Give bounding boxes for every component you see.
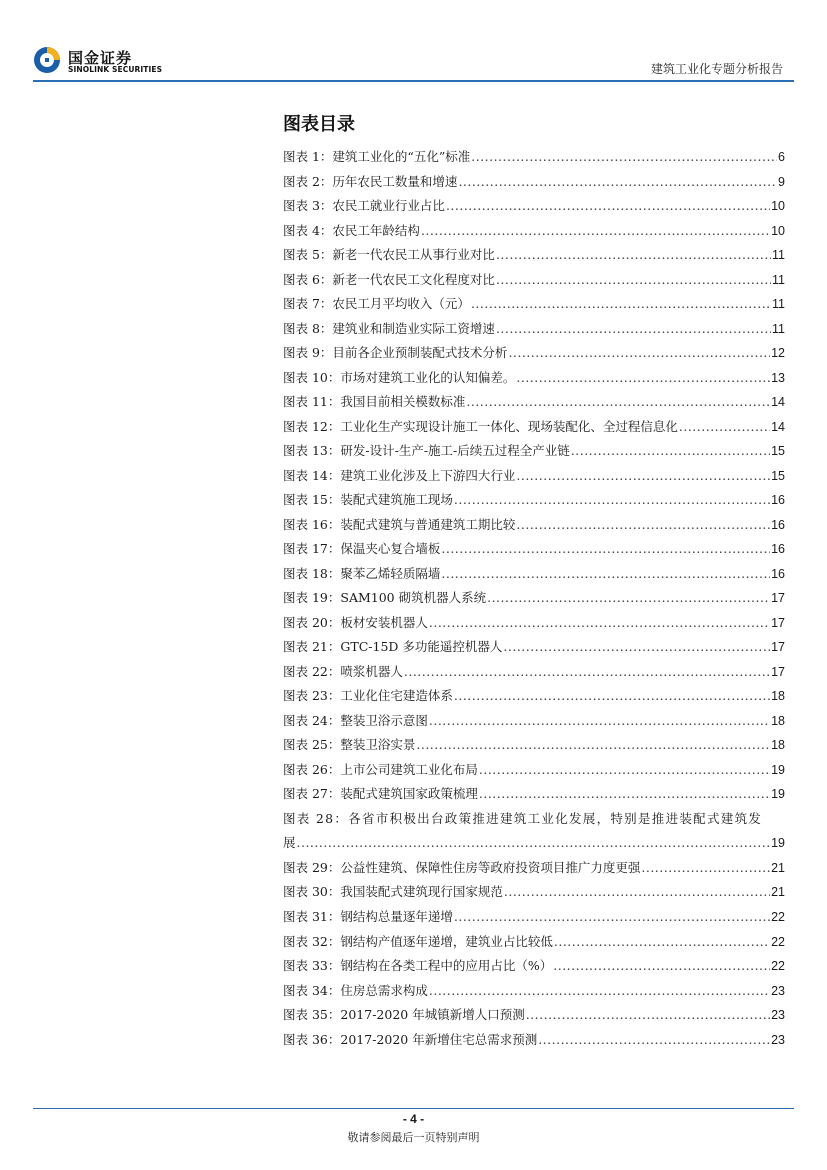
toc-item[interactable] [283, 856, 785, 881]
toc-item-page: 14 [771, 395, 785, 410]
toc-item-page: 18 [771, 689, 785, 704]
toc-item-label: 图表 29：公益性建筑、保障性住房等政府投资项目推广力度更强 [283, 859, 641, 875]
toc-item[interactable] [283, 979, 785, 1004]
toc-item[interactable] [283, 930, 785, 955]
toc-leader-dots [441, 537, 770, 562]
toc-leader-dots [679, 415, 770, 440]
company-logo [33, 46, 183, 78]
toc-leader-dots [516, 366, 770, 391]
toc-item-label: 图表 31：钢结构总量逐年递增 [283, 908, 453, 924]
toc-leader-dots [504, 880, 770, 905]
toc-item-label: 图表 11：我国目前相关模数标准 [283, 394, 466, 410]
toc-item-label: 图表 14：建筑工业化涉及上下游四大行业 [283, 467, 516, 483]
toc-item[interactable] [283, 243, 785, 268]
toc-item-label: 图表 18：聚苯乙烯轻质隔墙 [283, 565, 441, 581]
toc-item-label: 图表 8：建筑业和制造业实际工资增速 [283, 320, 495, 336]
toc-item-page: 14 [771, 419, 785, 434]
toc-item-label: 图表 32：钢结构产值逐年递增，建筑业占比较低 [283, 933, 553, 949]
toc-list [283, 145, 785, 1052]
toc-item-label-line1: 图表 28：各省市积极出台政策推进建筑工业化发展，特别是推进装配式建筑发 [283, 810, 763, 826]
toc-leader-dots [571, 439, 770, 464]
toc-item[interactable] [283, 684, 785, 709]
toc-item[interactable] [283, 170, 785, 195]
toc-item-label: 图表 21：GTC-15D 多功能遥控机器人 [283, 639, 503, 655]
toc-item[interactable] [283, 219, 785, 244]
toc-item[interactable] [283, 366, 785, 391]
toc-item-page: 16 [771, 566, 785, 581]
toc-item[interactable] [283, 513, 785, 538]
toc-item[interactable] [283, 782, 785, 807]
toc-item[interactable] [283, 341, 785, 366]
toc-leader-dots [553, 954, 770, 979]
toc-item[interactable] [283, 537, 785, 562]
toc-item-page: 10 [771, 199, 785, 214]
toc-item-label: 图表 7：农民工月平均收入（元） [283, 296, 470, 312]
toc-item[interactable] [283, 390, 785, 415]
toc-item-label: 图表 13：研发-设计-生产-施工-后续五过程全产业链 [283, 443, 570, 459]
toc-item-page: 22 [771, 934, 785, 949]
toc-item-wrapped[interactable] [283, 807, 785, 856]
toc-item-label: 图表 2：历年农民工数量和增速 [283, 173, 458, 189]
toc-leader-dots [487, 586, 770, 611]
toc-item-page: 23 [771, 1008, 785, 1023]
sinolink-logo-icon [33, 46, 61, 74]
toc-item-page: 11 [772, 297, 785, 312]
toc-item-page: 19 [771, 762, 785, 777]
toc-item-page: 6 [778, 150, 785, 164]
toc-item[interactable] [283, 488, 785, 513]
toc-item-page: 15 [771, 444, 785, 459]
toc-item[interactable] [283, 733, 785, 758]
toc-item-page: 11 [772, 272, 785, 287]
toc-item-page: 18 [771, 738, 785, 753]
toc-item-page: 22 [771, 959, 785, 974]
toc-leader-dots [441, 562, 770, 587]
toc-leader-dots [429, 709, 770, 734]
toc-leader-dots [404, 660, 770, 685]
toc-item-page: 9 [778, 174, 785, 189]
toc-leader-dots [516, 464, 770, 489]
toc-item-page: 21 [771, 885, 785, 900]
toc-item-page: 15 [771, 468, 785, 483]
toc-item[interactable] [283, 317, 785, 342]
toc-leader-dots [297, 831, 771, 856]
toc-item-page: 10 [771, 223, 785, 238]
toc-item-label: 图表 17：保温夹心复合墙板 [283, 541, 441, 557]
toc-item-label: 图表 4：农民工年龄结构 [283, 222, 420, 238]
toc-item-page: 19 [771, 787, 785, 802]
toc-leader-dots [496, 243, 771, 268]
toc-item-label: 图表 1：建筑工业化的“五化”标准 [283, 149, 471, 164]
toc-item[interactable] [283, 1003, 785, 1028]
toc-item[interactable] [283, 145, 785, 170]
footer-disclaimer: 敬请参阅最后一页特别声明 [347, 1131, 480, 1144]
toc-item[interactable] [283, 415, 785, 440]
toc-item[interactable] [283, 464, 785, 489]
toc-leader-dots [526, 1003, 770, 1028]
toc-leader-dots [538, 1028, 770, 1053]
toc-item-label: 图表 19：SAM100 砌筑机器人系统 [283, 590, 487, 606]
toc-leader-dots [429, 611, 770, 636]
toc-leader-dots [516, 513, 770, 538]
brand-name-en: SINOLINK SECURITIES [68, 65, 163, 74]
brand-name-cn: 国金证券 [68, 49, 133, 67]
page-number: - 4 - [402, 1112, 425, 1126]
toc-item[interactable] [283, 1028, 785, 1053]
toc-item-label: 图表 33：钢结构在各类工程中的应用占比（%） [283, 958, 553, 974]
toc-item[interactable] [283, 611, 785, 636]
toc-leader-dots [466, 390, 770, 415]
toc-item[interactable] [283, 586, 785, 611]
toc-item-label: 图表 23：工业化住宅建造体系 [283, 688, 453, 704]
toc-leader-dots [454, 684, 770, 709]
toc-item-label: 图表 12：工业化生产实现设计施工一体化、现场装配化、全过程信息化 [283, 418, 678, 434]
toc-item[interactable] [283, 709, 785, 734]
toc-leader-dots [446, 194, 770, 219]
toc-leader-dots [496, 317, 771, 342]
toc-item-label: 图表 15：装配式建筑施工现场 [283, 492, 453, 508]
toc-item-page: 16 [771, 493, 785, 508]
toc-item[interactable] [283, 954, 785, 979]
toc-item-label: 图表 3：农民工就业行业占比 [283, 198, 445, 214]
toc-item-page: 16 [771, 517, 785, 532]
footer-divider [33, 1108, 794, 1109]
toc-item[interactable] [283, 905, 785, 930]
toc-item-page: 17 [771, 664, 785, 679]
toc-item[interactable] [283, 758, 785, 783]
toc-item-page: 13 [771, 370, 785, 385]
report-title: 建筑工业化专题分析报告 [650, 62, 783, 76]
toc-item-label: 图表 6：新老一代农民工文化程度对比 [283, 271, 495, 287]
toc-item-page: 11 [772, 248, 785, 263]
toc-item-label: 图表 27：装配式建筑国家政策梳理 [283, 786, 478, 802]
toc-item-label: 图表 10：市场对建筑工业化的认知偏差。 [283, 369, 516, 385]
toc-item-label: 图表 30：我国装配式建筑现行国家规范 [283, 884, 503, 900]
toc-item-label-line2: 展 [283, 835, 296, 851]
toc-item-page: 17 [771, 591, 785, 606]
toc-item[interactable] [283, 635, 785, 660]
toc-leader-dots [471, 292, 771, 317]
toc-item-page: 16 [771, 542, 785, 557]
toc-leader-dots [429, 979, 770, 1004]
toc-item-label: 图表 20：板材安装机器人 [283, 614, 428, 630]
toc-item-page: 23 [771, 1032, 785, 1047]
toc-item-label: 图表 22：喷浆机器人 [283, 663, 403, 679]
toc-item-page: 17 [771, 640, 785, 655]
toc-item[interactable] [283, 562, 785, 587]
toc-leader-dots [471, 145, 777, 170]
toc-item-page: 17 [771, 615, 785, 630]
toc-item[interactable] [283, 439, 785, 464]
toc-item-page: 22 [771, 909, 785, 924]
toc-leader-dots [641, 856, 770, 881]
toc-item-label: 图表 24：整装卫浴示意图 [283, 712, 428, 728]
toc-leader-dots [479, 782, 770, 807]
toc-leader-dots [503, 635, 770, 660]
toc-leader-dots [508, 341, 770, 366]
toc-item-label: 图表 25：整装卫浴实景 [283, 737, 416, 753]
toc-item-page: 21 [771, 860, 785, 875]
toc-item[interactable] [283, 268, 785, 293]
toc-item-label: 图表 5：新老一代农民工从事行业对比 [283, 247, 495, 263]
toc-leader-dots [458, 170, 777, 195]
toc-item[interactable] [283, 194, 785, 219]
toc-leader-dots [421, 219, 770, 244]
toc-item-page: 23 [771, 983, 785, 998]
toc-leader-dots [496, 268, 771, 293]
toc-leader-dots [416, 733, 770, 758]
toc-leader-dots [479, 758, 770, 783]
toc-item-page: 11 [772, 321, 785, 336]
toc-item-page: 18 [771, 713, 785, 728]
toc-item-label: 图表 35：2017-2020 年城镇新增人口预测 [283, 1007, 525, 1023]
toc-title: 图表目录 [283, 114, 355, 135]
toc-item-page: 12 [771, 346, 785, 361]
toc-item-label: 图表 26：上市公司建筑工业化布局 [283, 761, 478, 777]
toc-leader-dots [454, 905, 770, 930]
toc-item-label: 图表 16：装配式建筑与普通建筑工期比较 [283, 516, 516, 532]
toc-item[interactable] [283, 292, 785, 317]
toc-item[interactable] [283, 880, 785, 905]
header-divider [33, 80, 794, 82]
page-header [0, 0, 827, 82]
toc-item-label: 图表 34：住房总需求构成 [283, 982, 428, 998]
toc-leader-dots [554, 930, 770, 955]
toc-item-label: 图表 9：目前各企业预制装配式技术分析 [283, 345, 508, 361]
toc-item-page: 19 [771, 836, 785, 851]
toc-leader-dots [454, 488, 770, 513]
toc-item-label: 图表 36：2017-2020 年新增住宅总需求预测 [283, 1031, 538, 1047]
toc-item[interactable] [283, 660, 785, 685]
